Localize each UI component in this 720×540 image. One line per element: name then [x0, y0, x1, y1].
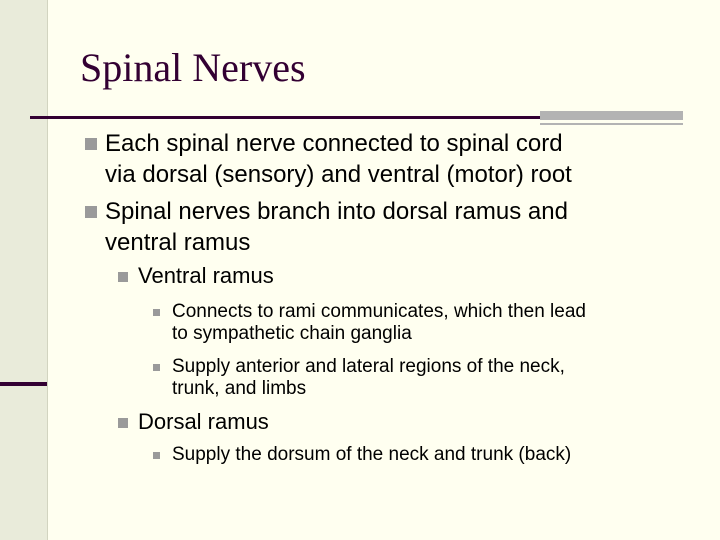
- title-underline: [30, 116, 540, 119]
- slide-title: Spinal Nerves: [80, 45, 306, 90]
- dorsal-detail-1: Supply the dorsum of the neck and trunk (back): [172, 444, 572, 465]
- bullet-1-line-1: Each spinal nerve connected to spinal cord: [105, 130, 563, 157]
- square-bullet-icon: [118, 272, 128, 282]
- left-decorative-band: [0, 0, 47, 540]
- square-bullet-icon: [153, 309, 160, 316]
- square-bullet-icon: [85, 138, 97, 150]
- bullet-2-line-1: Spinal nerves branch into dorsal ramus and: [105, 198, 568, 225]
- square-bullet-icon: [85, 206, 97, 218]
- left-band-edge: [47, 0, 48, 540]
- ventral-detail-2-line-2: trunk, and limbs: [172, 378, 307, 399]
- title-underline-gray-block: [540, 111, 683, 120]
- sub-bullet-dorsal-ramus: Dorsal ramus: [138, 409, 269, 434]
- square-bullet-icon: [118, 418, 128, 428]
- left-accent-bar: [0, 382, 47, 386]
- ventral-detail-1-line-1: Connects to rami communicates, which then lead: [172, 301, 586, 322]
- bullet-2-line-2: ventral ramus: [105, 229, 251, 256]
- bullet-1-line-2: via dorsal (sensory) and ventral (motor) root: [105, 161, 572, 188]
- ventral-detail-1-line-2: to sympathetic chain ganglia: [172, 323, 412, 344]
- ventral-detail-2-line-1: Supply anterior and lateral regions of the neck,: [172, 356, 565, 377]
- sub-bullet-ventral-ramus: Ventral ramus: [138, 263, 274, 288]
- square-bullet-icon: [153, 364, 160, 371]
- title-underline-gray-line: [540, 123, 683, 125]
- square-bullet-icon: [153, 452, 160, 459]
